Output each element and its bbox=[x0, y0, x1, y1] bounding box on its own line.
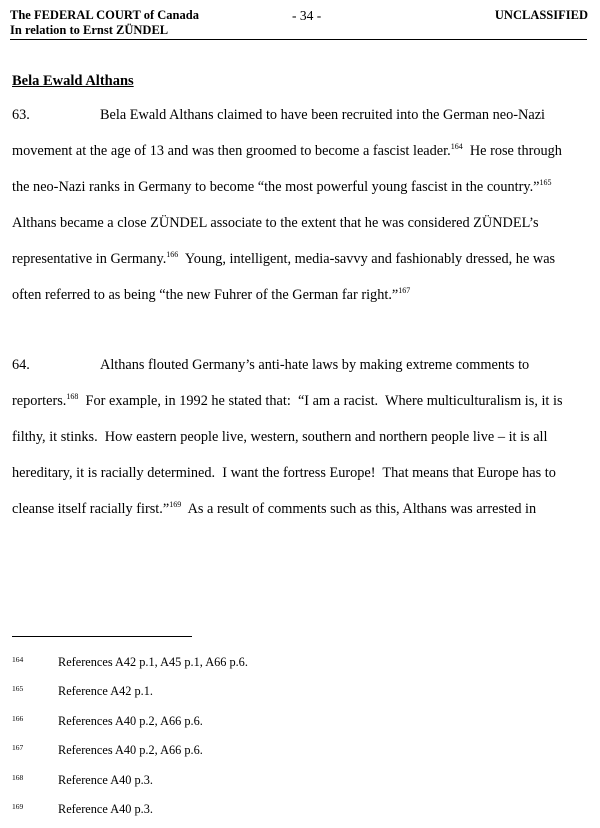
footnote-ref: 168 bbox=[66, 392, 79, 401]
paragraph-line: representative in Germany.$^{166}$ Young, intelligent, media-savvy and fashionably dressed, he was bbox=[12, 250, 556, 267]
footnote-text: Reference A42 p.1. bbox=[58, 684, 153, 699]
footnote-rule bbox=[12, 636, 192, 637]
footnote-text: References A40 p.2, A66 p.6. bbox=[58, 743, 203, 758]
footnote-text: References A42 p.1, A45 p.1, A66 p.6. bbox=[58, 655, 248, 669]
paragraph-line: 63. Bela Ewald Althans claimed to have been recruited into the German neo-Nazi bbox=[12, 107, 546, 123]
footnote-ref: 167 bbox=[398, 286, 411, 295]
footnote bbox=[12, 711, 572, 740]
footnote-number: 165 bbox=[12, 684, 24, 694]
footnote-ref: 164 bbox=[450, 142, 463, 151]
footnote-number: 166 bbox=[12, 713, 24, 723]
footnote bbox=[12, 681, 572, 710]
footnote-number: 167 bbox=[12, 743, 24, 753]
footnote-ref: 169 bbox=[169, 500, 182, 509]
paragraph-line: movement at the age of 13 and was then groomed to become a fascist leader.$^{164}$ He rose through bbox=[12, 142, 562, 159]
footnote bbox=[12, 652, 572, 681]
footnote bbox=[12, 740, 572, 769]
paragraph-64 bbox=[12, 356, 592, 536]
footnote-ref: 166 bbox=[166, 250, 179, 259]
paragraph-line: Althans became a close ZÜNDEL associate to the extent that he was considered ZÜNDEL’s bbox=[12, 215, 539, 231]
paragraph-line: hereditary, it is racially determined. I want the fortress Europe! That means that Europe has to bbox=[12, 465, 556, 481]
paragraph-63 bbox=[12, 106, 592, 322]
paragraph-line: cleanse itself racially first.”$^{169}$ As a result of comments such as this, Althans was arrested in bbox=[12, 500, 537, 517]
paragraph-number: 63. bbox=[12, 107, 30, 123]
section-title: Bela Ewald Althans bbox=[12, 73, 134, 89]
footnote-number: 168 bbox=[12, 772, 24, 782]
paragraph-number: 64. bbox=[12, 357, 30, 373]
paragraph-line: 64. Althans flouted Germany’s anti-hate laws by making extreme comments to bbox=[12, 357, 530, 373]
footnote-text: Reference A40 p.3. bbox=[58, 801, 153, 816]
header-rule bbox=[10, 39, 587, 40]
page-number: - 34 - bbox=[292, 8, 322, 23]
relation-line: In relation to Ernst ZÜNDEL bbox=[10, 23, 169, 37]
header-left bbox=[10, 8, 199, 38]
paragraph-line: reporters.$^{168}$ For example, in 1992 he stated that: “I am a racist. Where multiculturalism is, it is bbox=[12, 392, 563, 409]
paragraph-line: often referred to as being “the new Fuhrer of the German far right.”$^{167}$ bbox=[12, 286, 411, 303]
footnote-ref: 165 bbox=[539, 178, 552, 187]
footnote-number: 169 bbox=[12, 801, 24, 811]
footnote-text: Reference A40 p.3. bbox=[58, 772, 153, 787]
footnotes bbox=[12, 652, 572, 828]
footnote bbox=[12, 799, 572, 828]
paragraph-line: the neo-Nazi ranks in Germany to become “the most powerful young fascist in the country.”$^{165}$ bbox=[12, 178, 552, 195]
footnote-number: 164 bbox=[12, 655, 24, 664]
court-name: The FEDERAL COURT of Canada bbox=[10, 8, 199, 22]
footnote-text: References A40 p.2, A66 p.6. bbox=[58, 713, 203, 728]
paragraph-line: filthy, it stinks. How eastern people live, western, southern and northern people live – it is all bbox=[12, 429, 548, 445]
footnote bbox=[12, 770, 572, 799]
classification-label: UNCLASSIFIED bbox=[494, 8, 588, 22]
